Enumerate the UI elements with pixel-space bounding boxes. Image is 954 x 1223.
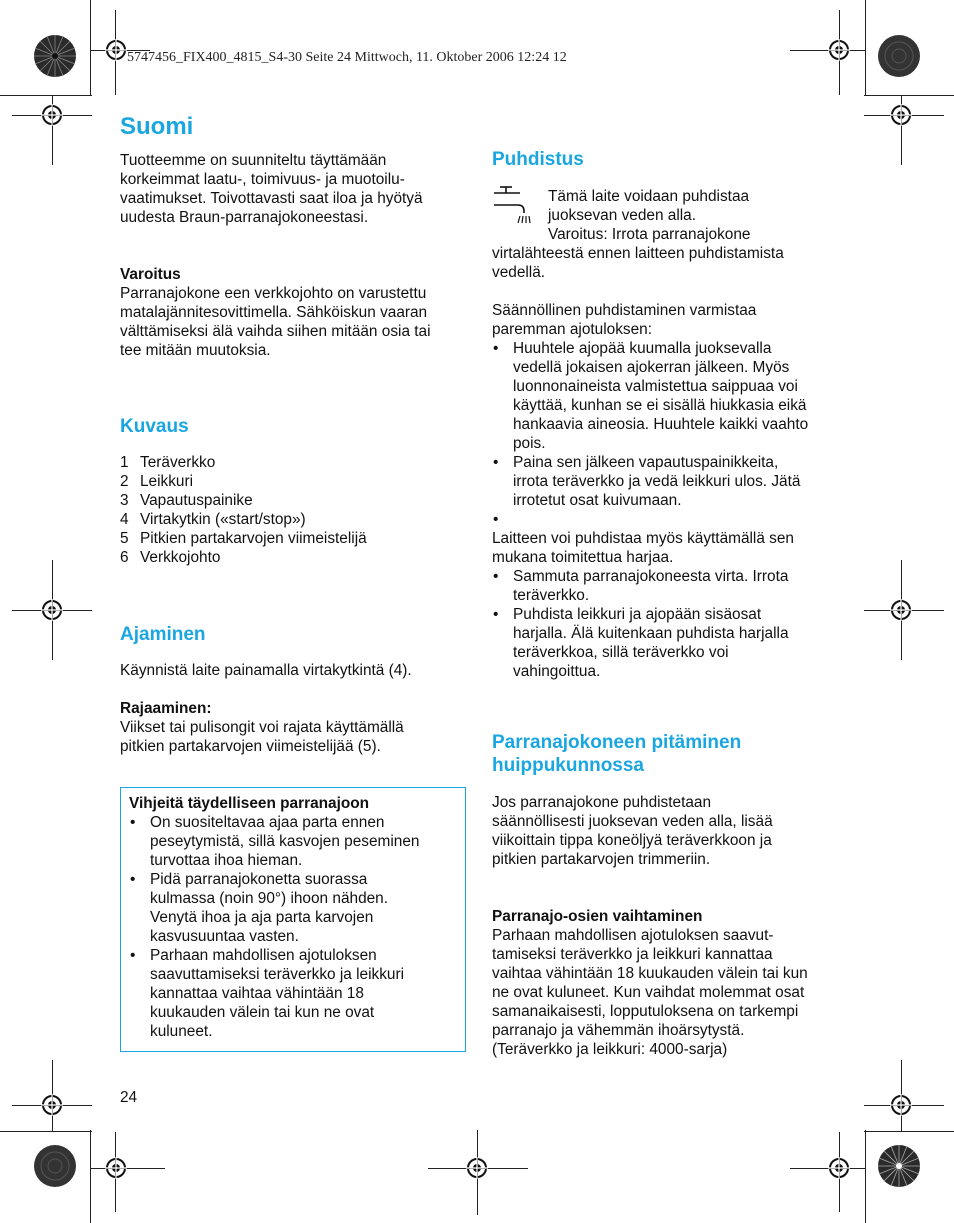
shaving-heading: Ajaminen (120, 624, 206, 645)
text-line: korkeimmat laatu-, toimivuus- ja muotoilu- (120, 171, 405, 188)
text-line: Puhdista leikkuri ja ajopään sisäosat (513, 606, 762, 623)
bullet: • (493, 340, 499, 357)
crop-mark (0, 1131, 92, 1132)
text-line: ne ovat kuluneet. Kun vaihdat molemmat osat (492, 984, 805, 1001)
text-line: matalajännitesovittimella. Sähköiskun vaaran (120, 304, 428, 321)
item-number: 1 (120, 454, 129, 471)
text-line: säännöllisesti juoksevan veden alla, lisää (492, 813, 773, 830)
text-line: käyttää, kunhan se ei sisällä hiukkasia eikä (513, 397, 807, 414)
warning-paragraph (120, 284, 465, 360)
crop-mark (90, 1168, 165, 1169)
item-number: 4 (120, 511, 129, 528)
bullet: • (130, 947, 136, 964)
crop-mark (864, 95, 954, 96)
trimming-paragraph (120, 718, 465, 756)
cleaning-icon-row (492, 187, 837, 244)
list-item (492, 453, 837, 510)
maintenance-paragraph (492, 793, 837, 869)
running-water-tap-icon (492, 185, 538, 225)
text-line: harjalla. Älä kuitenkaan puhdista harjalla (513, 625, 789, 642)
text-line: Sammuta parranajokoneesta virta. Irrota (513, 568, 789, 585)
list-item (120, 510, 465, 529)
bullet: • (493, 568, 499, 585)
list-item (120, 453, 465, 472)
registration-mark-icon (41, 104, 63, 126)
tips-box (120, 787, 466, 1052)
cleaning-heading: Puhdistus (492, 149, 584, 170)
crop-mark (865, 0, 866, 95)
text-line: saavuttamiseksi teräverkko ja leikkuri (150, 966, 405, 983)
list-item (492, 567, 837, 605)
text-line: kasvusuuntaa vasten. (150, 928, 299, 945)
text-line: pitkien partakarvojen viimeistelijää (5). (120, 738, 381, 755)
list-item (492, 510, 837, 529)
text-line: vaihtaa vähintään 18 kuukauden välein tai kun (492, 965, 808, 982)
text-line: Parhaan mahdollisen ajotuloksen saavut- (492, 927, 774, 944)
right-column (492, 148, 837, 1059)
list-item (120, 548, 465, 567)
text-line: vedellä. (492, 264, 546, 281)
crop-mark (90, 1130, 91, 1223)
text-line: On suositeltavaa ajaa parta ennen (150, 814, 385, 831)
bullet: • (493, 511, 499, 528)
item-label: Leikkuri (140, 473, 194, 490)
registration-mark-icon (828, 1157, 850, 1179)
text-line: turvottaa ihoa hieman. (150, 852, 303, 869)
text-line: tee mitään muutoksia. (120, 342, 271, 359)
text-line: Parhaan mahdollisen ajotuloksen (150, 947, 377, 964)
text-line: vahingoittua. (513, 663, 601, 680)
text-line: kuukauden välein tai kun ne ovat (150, 1004, 375, 1021)
item-number: 5 (120, 530, 129, 547)
text-line: pois. (513, 435, 546, 452)
shaving-paragraph: Käynnistä laite painamalla virtakytkintä (4). (120, 662, 412, 679)
text-line: Pidä parranajokonetta suorassa (150, 871, 368, 888)
item-label: Virtakytkin («start/stop») (140, 511, 306, 528)
text-line: Säännöllinen puhdistaminen varmistaa (492, 302, 757, 319)
registration-mark-icon (890, 1094, 912, 1116)
registration-mark-icon (105, 39, 127, 61)
text-line: mukana toimitettua harjaa. (492, 549, 674, 566)
cleaning-paragraph (492, 244, 837, 282)
text-line: Laitteen voi puhdistaa myös käyttämällä sen (492, 530, 794, 547)
star-target-icon (33, 34, 77, 78)
text-line: irrotetut osat kuivumaan. (513, 492, 682, 509)
regular-cleaning-list (492, 339, 837, 529)
star-target-icon (33, 1144, 77, 1188)
description-heading: Kuvaus (120, 416, 189, 437)
text-line: vaatimukset. Toivottavasti saat iloa ja hyötyä (120, 190, 423, 207)
registration-mark-icon (41, 599, 63, 621)
warning-heading: Varoitus (120, 266, 181, 283)
page-number: 24 (120, 1089, 138, 1106)
bullet: • (130, 871, 136, 888)
text-line: (Teräverkko ja leikkuri: 4000-sarja) (492, 1041, 728, 1058)
page-title: Suomi (120, 113, 194, 140)
item-label: Vapautuspainike (140, 492, 253, 509)
text-line: virtalähteestä ennen laitteen puhdistamista (492, 245, 784, 262)
text-line: vedellä jokaisen ajokerran jälkeen. Myös (513, 359, 790, 376)
text-line: Tämä laite voidaan puhdistaa (548, 188, 750, 205)
brush-list (492, 567, 837, 681)
text-line: viikoittain tippa koneöljyä teräverkkoon ja (492, 832, 772, 849)
crop-mark (90, 0, 91, 95)
tips-list (129, 813, 457, 1041)
item-number: 3 (120, 492, 129, 509)
star-target-icon (877, 1144, 921, 1188)
registration-mark-icon (41, 1094, 63, 1116)
text-line: Paina sen jälkeen vapautuspainikkeita, (513, 454, 779, 471)
trimming-heading: Rajaaminen: (120, 700, 212, 717)
text-line: tamiseksi teräverkko ja leikkuri kannattaa (492, 946, 773, 963)
text-line: Jos parranajokone puhdistetaan (492, 794, 712, 811)
text-line: irrota teräverkko ja vedä leikkuri ulos. Jätä (513, 473, 801, 490)
regular-cleaning-intro (492, 301, 837, 339)
text-line: samanaikaisesti, lopputuloksena on tarkempi (492, 1003, 799, 1020)
tips-heading: Vihjeitä täydelliseen parranajoon (129, 795, 370, 812)
text-line: teräverkkoa, sillä teräverkko voi (513, 644, 729, 661)
registration-mark-icon (466, 1157, 488, 1179)
bullet: • (493, 606, 499, 623)
text-line: Tuotteemme on suunniteltu täyttämään (120, 152, 387, 169)
text-line: paremman ajotuloksen: (492, 321, 652, 338)
text-line: juoksevan veden alla. (548, 207, 697, 224)
print-slug: 5747456_FIX400_4815_S4-30 Seite 24 Mittwoch, 11. Oktober 2006 12:24 12 (127, 50, 567, 65)
maintenance-heading (492, 731, 837, 777)
registration-mark-icon (890, 599, 912, 621)
brush-intro (492, 529, 837, 567)
registration-mark-icon (105, 1157, 127, 1179)
left-column (120, 112, 465, 1052)
text-line: Huuhtele ajopää kuumalla juoksevalla (513, 340, 772, 357)
crop-mark (864, 1131, 954, 1132)
text-line: peseytymistä, sillä kasvojen peseminen (150, 833, 420, 850)
registration-mark-icon (890, 104, 912, 126)
text-line: pitkien partakarvojen trimmeriin. (492, 851, 711, 868)
replace-paragraph (492, 926, 837, 1059)
intro-paragraph (120, 151, 465, 227)
text-line: luonnonaineista valmistettua saippuaa voi (513, 378, 798, 395)
item-label: Pitkien partakarvojen viimeistelijä (140, 530, 367, 547)
item-label: Teräverkko (140, 454, 216, 471)
list-item (492, 605, 837, 681)
text-line: Venytä ihoa ja aja parta karvojen (150, 909, 374, 926)
item-label: Verkkojohto (140, 549, 221, 566)
heading-line: Parranajokoneen pitäminen (492, 732, 742, 753)
crop-mark (865, 1130, 866, 1223)
text-line: Varoitus: Irrota parranajokone (548, 226, 751, 243)
text-line: kuluneet. (150, 1023, 213, 1040)
text-line: hankaavia aineosia. Huuhtele kaikki vaahto (513, 416, 809, 433)
text-line: kulmassa (noin 90°) ihoon nähden. (150, 890, 389, 907)
crop-mark (0, 95, 92, 96)
registration-mark-icon (828, 39, 850, 61)
list-item (120, 491, 465, 510)
item-number: 2 (120, 473, 129, 490)
text-line: teräverkko. (513, 587, 590, 604)
text-line: uudesta Braun-parranajokoneestasi. (120, 209, 369, 226)
item-number: 6 (120, 549, 129, 566)
replace-heading: Parranajo-osien vaihtaminen (492, 908, 703, 925)
bullet: • (130, 814, 136, 831)
text-line: kannattaa vaihtaa vähintään 18 (150, 985, 364, 1002)
bullet: • (493, 454, 499, 471)
text-line: Parranajokone een verkkojohto on varustettu (120, 285, 427, 302)
list-item (129, 946, 457, 1041)
text-line: Viikset tai pulisongit voi rajata käyttämällä (120, 719, 404, 736)
text-line: välttämiseksi älä vaihda siihen mitään osia tai (120, 323, 431, 340)
heading-line: huippukunnossa (492, 755, 644, 776)
text-line: parranajo ja vähemmän ihoärsytystä. (492, 1022, 745, 1039)
list-item (120, 529, 465, 548)
star-target-icon (877, 34, 921, 78)
parts-list (120, 453, 465, 567)
list-item (129, 870, 457, 946)
list-item (129, 813, 457, 870)
list-item (492, 339, 837, 453)
list-item (120, 472, 465, 491)
